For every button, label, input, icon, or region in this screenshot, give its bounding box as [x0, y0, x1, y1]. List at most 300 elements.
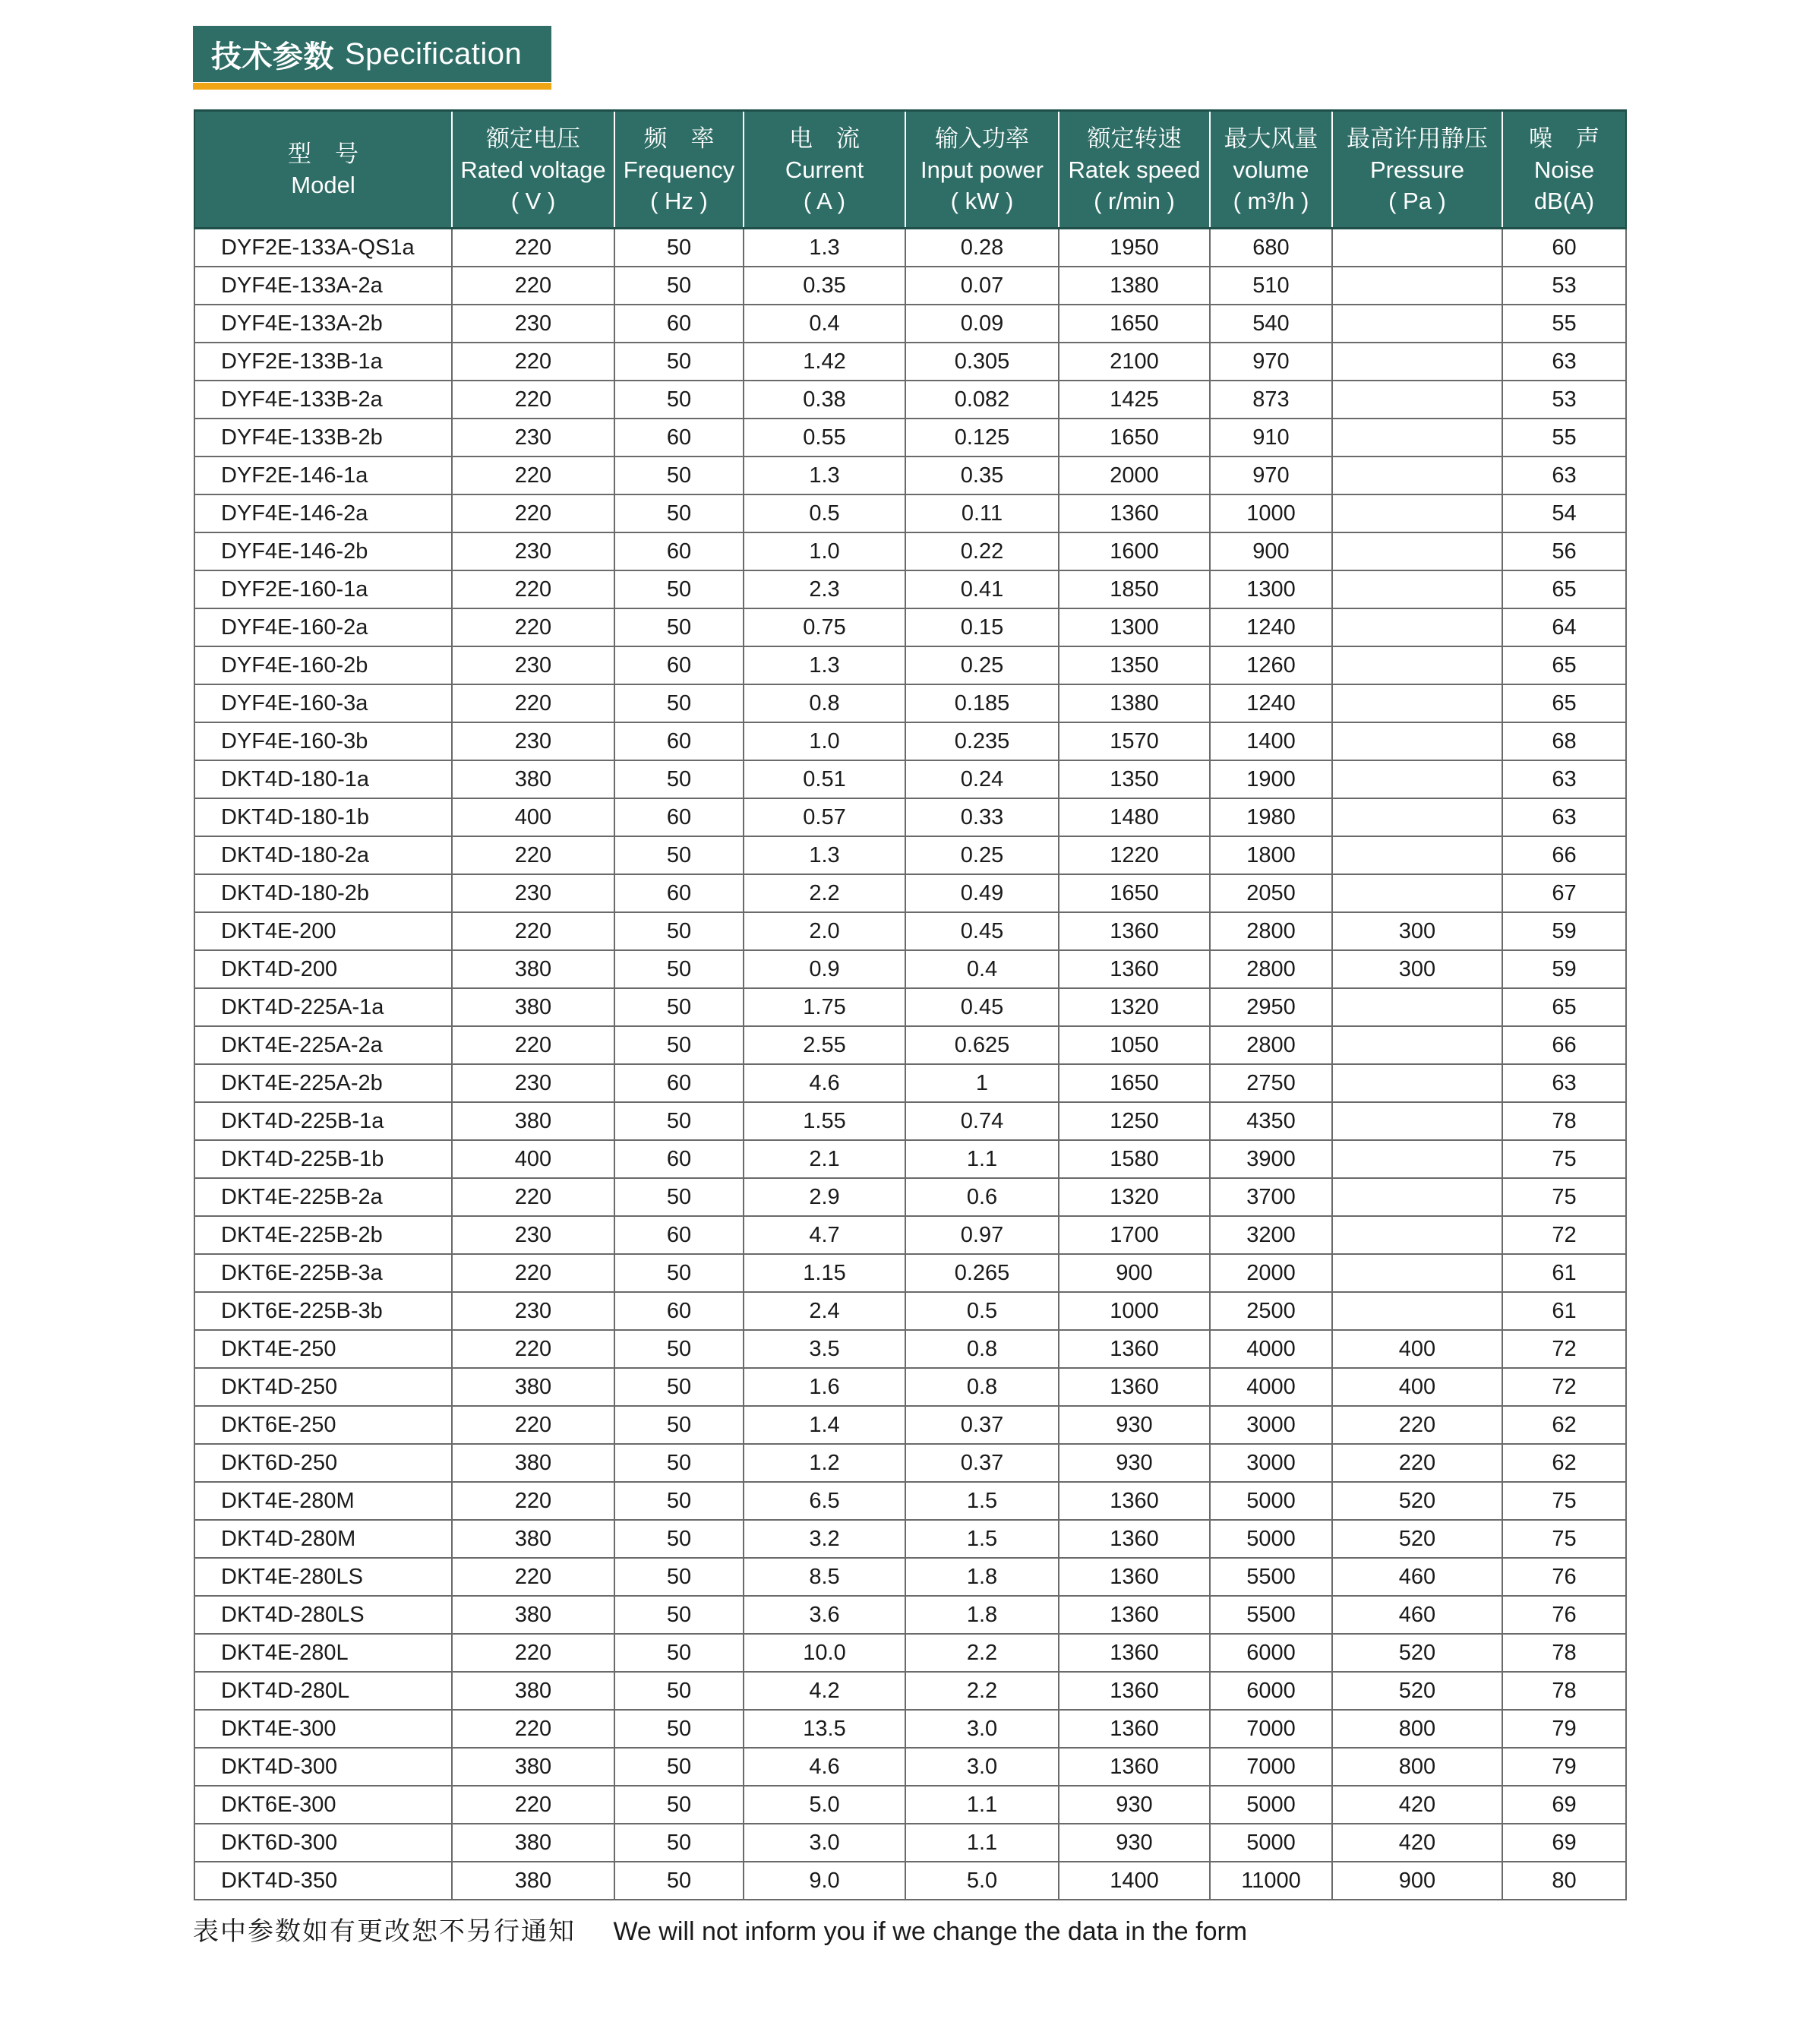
model-cell: DYF4E-160-3a: [194, 684, 452, 722]
table-cell: 66: [1502, 836, 1626, 874]
table-row: [194, 229, 1626, 267]
column-header: [452, 111, 614, 229]
column-header-unit: ( A ): [803, 187, 846, 214]
column-header: [1210, 111, 1332, 229]
table-cell: 0.28: [905, 229, 1059, 267]
table-cell: 0.22: [905, 532, 1059, 570]
table-cell: 0.4: [744, 305, 905, 343]
table-cell: 50: [614, 1368, 744, 1406]
table-cell: 75: [1502, 1520, 1626, 1558]
table-cell: 2000: [1059, 457, 1210, 494]
table-cell: 1360: [1059, 1558, 1210, 1596]
table-row: [194, 1710, 1626, 1748]
table-cell: 0.235: [905, 722, 1059, 760]
table-cell: 7000: [1210, 1748, 1332, 1786]
table-row: [194, 1292, 1626, 1330]
table-cell: 61: [1502, 1292, 1626, 1330]
table-cell: 50: [614, 1330, 744, 1368]
column-header-unit: ( r/min ): [1094, 187, 1175, 214]
table-cell: 1250: [1059, 1102, 1210, 1140]
table-cell: 60: [614, 1064, 744, 1102]
table-cell: 65: [1502, 646, 1626, 684]
column-header: [1502, 111, 1626, 229]
table-cell: 55: [1502, 419, 1626, 457]
table-row: [194, 1064, 1626, 1102]
table-cell: 1800: [1210, 836, 1332, 874]
table-cell: 61: [1502, 1254, 1626, 1292]
table-cell: 220: [452, 1254, 614, 1292]
model-cell: DKT4D-225B-1b: [194, 1140, 452, 1178]
table-cell: 0.11: [905, 494, 1059, 532]
table-cell: 0.8: [905, 1368, 1059, 1406]
table-cell: 4350: [1210, 1102, 1332, 1140]
table-cell: 1650: [1059, 874, 1210, 912]
table-cell: 0.15: [905, 608, 1059, 646]
table-cell: 50: [614, 1596, 744, 1634]
table-cell: 300: [1332, 950, 1502, 988]
table-cell: 520: [1332, 1520, 1502, 1558]
table-cell: 3200: [1210, 1216, 1332, 1254]
table-cell: 1650: [1059, 305, 1210, 343]
table-cell: 0.45: [905, 988, 1059, 1026]
model-cell: DYF4E-160-2b: [194, 646, 452, 684]
table-cell: 0.09: [905, 305, 1059, 343]
table-cell: 1360: [1059, 1368, 1210, 1406]
table-cell: 6000: [1210, 1634, 1332, 1672]
column-header-cn: 电 流: [789, 125, 860, 152]
model-cell: DYF4E-133B-2a: [194, 381, 452, 419]
table-cell: 50: [614, 494, 744, 532]
column-header-en: Noise: [1533, 156, 1595, 183]
table-cell: 220: [452, 1558, 614, 1596]
table-row: [194, 798, 1626, 836]
table-cell: 1360: [1059, 1710, 1210, 1748]
table-cell: 1.0: [744, 532, 905, 570]
table-cell: 1.1: [905, 1824, 1059, 1862]
column-header: [744, 111, 905, 229]
table-header: [194, 111, 1626, 229]
table-cell: 220: [452, 229, 614, 267]
table-cell: 220: [452, 267, 614, 305]
table-cell: 1900: [1210, 760, 1332, 798]
table-cell: 1360: [1059, 1596, 1210, 1634]
table-cell: 400: [1332, 1330, 1502, 1368]
table-cell: 400: [1332, 1368, 1502, 1406]
table-cell: 220: [452, 381, 614, 419]
column-header-unit: ( V ): [510, 187, 556, 214]
table-cell: 230: [452, 1216, 614, 1254]
table-cell: 50: [614, 1520, 744, 1558]
model-cell: DKT4E-200: [194, 912, 452, 950]
table-cell: 230: [452, 419, 614, 457]
table-cell: 5000: [1210, 1520, 1332, 1558]
table-cell: 69: [1502, 1786, 1626, 1824]
table-cell: 50: [614, 1710, 744, 1748]
table-cell: 1.55: [744, 1102, 905, 1140]
model-cell: DYF2E-146-1a: [194, 457, 452, 494]
table-cell: 1.3: [744, 646, 905, 684]
table-cell: 50: [614, 608, 744, 646]
table-cell: [1332, 1140, 1502, 1178]
table-cell: 1220: [1059, 836, 1210, 874]
table-row: [194, 494, 1626, 532]
table-cell: 1.1: [905, 1786, 1059, 1824]
table-row: [194, 570, 1626, 608]
table-cell: 380: [452, 760, 614, 798]
table-cell: 220: [452, 494, 614, 532]
table-cell: 4.6: [744, 1064, 905, 1102]
table-cell: 900: [1332, 1862, 1502, 1900]
table-cell: 3000: [1210, 1444, 1332, 1482]
section-title-cn: 技术参数: [211, 38, 334, 74]
footnote-cn: 表中参数如有更改恕不另行通知: [193, 1917, 576, 1946]
model-cell: DYF4E-146-2b: [194, 532, 452, 570]
table-cell: 60: [614, 419, 744, 457]
table-cell: 0.25: [905, 646, 1059, 684]
table-row: [194, 267, 1626, 305]
table-cell: [1332, 532, 1502, 570]
table-row: [194, 343, 1626, 381]
table-row: [194, 1444, 1626, 1482]
table-cell: 62: [1502, 1406, 1626, 1444]
table-cell: 60: [1502, 229, 1626, 267]
table-cell: 50: [614, 267, 744, 305]
table-cell: [1332, 343, 1502, 381]
table-cell: 2.3: [744, 570, 905, 608]
model-cell: DYF4E-133A-2b: [194, 305, 452, 343]
table-cell: [1332, 305, 1502, 343]
table-cell: 60: [614, 1216, 744, 1254]
table-cell: 60: [614, 722, 744, 760]
table-cell: 6000: [1210, 1672, 1332, 1710]
table-cell: 1260: [1210, 646, 1332, 684]
table-cell: 79: [1502, 1748, 1626, 1786]
table-cell: [1332, 836, 1502, 874]
table-cell: 63: [1502, 457, 1626, 494]
table-cell: 380: [452, 1444, 614, 1482]
table-cell: 0.9: [744, 950, 905, 988]
table-cell: [1332, 1026, 1502, 1064]
column-header-cn: 频 率: [643, 125, 715, 152]
table-cell: 930: [1059, 1824, 1210, 1862]
table-cell: 520: [1332, 1482, 1502, 1520]
table-cell: 1.8: [905, 1596, 1059, 1634]
table-row: [194, 1520, 1626, 1558]
table-cell: 72: [1502, 1368, 1626, 1406]
model-cell: DKT4E-225B-2b: [194, 1216, 452, 1254]
section-title: [193, 26, 551, 90]
table-cell: 2.2: [744, 874, 905, 912]
model-cell: DKT4E-300: [194, 1710, 452, 1748]
table-cell: 50: [614, 343, 744, 381]
table-cell: 1050: [1059, 1026, 1210, 1064]
table-row: [194, 836, 1626, 874]
table-cell: 4.7: [744, 1216, 905, 1254]
table-cell: 0.8: [744, 684, 905, 722]
table-cell: 1.5: [905, 1520, 1059, 1558]
table-cell: 2.2: [905, 1672, 1059, 1710]
table-cell: 420: [1332, 1786, 1502, 1824]
table-cell: 50: [614, 1634, 744, 1672]
table-cell: 4.2: [744, 1672, 905, 1710]
table-cell: 7000: [1210, 1710, 1332, 1748]
table-cell: [1332, 608, 1502, 646]
table-row: [194, 1178, 1626, 1216]
table-cell: 13.5: [744, 1710, 905, 1748]
table-cell: 0.45: [905, 912, 1059, 950]
table-cell: 1.6: [744, 1368, 905, 1406]
table-row: [194, 722, 1626, 760]
table-cell: 1425: [1059, 381, 1210, 419]
table-cell: 400: [452, 798, 614, 836]
table-cell: 50: [614, 229, 744, 267]
section-title-en: Specification: [345, 36, 523, 71]
table-cell: 50: [614, 912, 744, 950]
model-cell: DYF2E-133A-QS1a: [194, 229, 452, 267]
table-cell: 76: [1502, 1596, 1626, 1634]
table-cell: 0.37: [905, 1406, 1059, 1444]
table-cell: 50: [614, 1786, 744, 1824]
table-cell: 53: [1502, 381, 1626, 419]
table-cell: 1360: [1059, 1520, 1210, 1558]
column-header-en: Current: [785, 156, 864, 183]
table-row: [194, 1406, 1626, 1444]
table-row: [194, 381, 1626, 419]
table-cell: 220: [1332, 1406, 1502, 1444]
table-cell: 230: [452, 722, 614, 760]
table-cell: 5.0: [744, 1786, 905, 1824]
table-cell: [1332, 381, 1502, 419]
table-cell: 970: [1210, 343, 1332, 381]
column-header: [194, 111, 452, 229]
table-cell: 230: [452, 305, 614, 343]
table-row: [194, 305, 1626, 343]
table-cell: 54: [1502, 494, 1626, 532]
table-row: [194, 1102, 1626, 1140]
table-cell: 0.35: [905, 457, 1059, 494]
table-cell: [1332, 457, 1502, 494]
table-cell: 800: [1332, 1748, 1502, 1786]
table-row: [194, 1368, 1626, 1406]
table-cell: 4.6: [744, 1748, 905, 1786]
table-cell: 5000: [1210, 1824, 1332, 1862]
table-cell: 50: [614, 760, 744, 798]
table-cell: 380: [452, 1862, 614, 1900]
table-cell: 1570: [1059, 722, 1210, 760]
table-cell: 0.25: [905, 836, 1059, 874]
table-cell: 3900: [1210, 1140, 1332, 1178]
table-cell: 50: [614, 1558, 744, 1596]
model-cell: DYF4E-160-2a: [194, 608, 452, 646]
table-cell: 540: [1210, 305, 1332, 343]
table-cell: 1650: [1059, 1064, 1210, 1102]
table-row: [194, 646, 1626, 684]
table-cell: 1950: [1059, 229, 1210, 267]
table-cell: 1.8: [905, 1558, 1059, 1596]
model-cell: DKT4D-180-1a: [194, 760, 452, 798]
table-cell: 0.305: [905, 343, 1059, 381]
table-cell: 220: [452, 570, 614, 608]
table-cell: 220: [452, 836, 614, 874]
column-header-unit: ( Pa ): [1388, 187, 1446, 214]
table-cell: 230: [452, 1292, 614, 1330]
table-cell: 0.265: [905, 1254, 1059, 1292]
table-row: [194, 1558, 1626, 1596]
table-row: [194, 1140, 1626, 1178]
table-cell: 910: [1210, 419, 1332, 457]
table-cell: 510: [1210, 267, 1332, 305]
table-cell: 50: [614, 1254, 744, 1292]
table-cell: 520: [1332, 1672, 1502, 1710]
model-cell: DYF2E-160-1a: [194, 570, 452, 608]
section-title-bar: [193, 26, 551, 82]
table-row: [194, 912, 1626, 950]
column-header: [1332, 111, 1502, 229]
table-cell: 1360: [1059, 1330, 1210, 1368]
table-cell: 59: [1502, 950, 1626, 988]
table-cell: 9.0: [744, 1862, 905, 1900]
table-cell: 220: [452, 1330, 614, 1368]
table-cell: 60: [614, 305, 744, 343]
table-cell: 50: [614, 1178, 744, 1216]
table-row: [194, 1824, 1626, 1862]
table-cell: 0.41: [905, 570, 1059, 608]
model-cell: DKT4D-180-1b: [194, 798, 452, 836]
model-cell: DYF4E-133A-2a: [194, 267, 452, 305]
column-header-unit: dB(A): [1533, 187, 1595, 214]
model-cell: DKT4D-225A-1a: [194, 988, 452, 1026]
table-cell: 420: [1332, 1824, 1502, 1862]
table-cell: 2.4: [744, 1292, 905, 1330]
table-cell: [1332, 684, 1502, 722]
column-header-en: Rated voltage: [460, 156, 606, 183]
table-cell: 75: [1502, 1178, 1626, 1216]
table-cell: 1240: [1210, 608, 1332, 646]
table-cell: 1.75: [744, 988, 905, 1026]
table-row: [194, 457, 1626, 494]
table-cell: 8.5: [744, 1558, 905, 1596]
table-cell: 1.3: [744, 836, 905, 874]
model-cell: DKT4D-280L: [194, 1672, 452, 1710]
table-cell: 460: [1332, 1558, 1502, 1596]
table-cell: 0.97: [905, 1216, 1059, 1254]
table-cell: 78: [1502, 1102, 1626, 1140]
model-cell: DKT6D-250: [194, 1444, 452, 1482]
table-cell: 1.3: [744, 457, 905, 494]
table-cell: 1360: [1059, 1482, 1210, 1520]
table-cell: 2800: [1210, 1026, 1332, 1064]
table-cell: [1332, 1102, 1502, 1140]
table-row: [194, 1862, 1626, 1900]
table-cell: 50: [614, 1824, 744, 1862]
title-accent-bar: [193, 83, 551, 90]
model-cell: DKT4E-280LS: [194, 1558, 452, 1596]
table-cell: [1332, 722, 1502, 760]
table-cell: 930: [1059, 1444, 1210, 1482]
table-cell: [1332, 1254, 1502, 1292]
table-cell: 380: [452, 1520, 614, 1558]
table-cell: 900: [1210, 532, 1332, 570]
table-cell: 230: [452, 532, 614, 570]
model-cell: DYF4E-146-2a: [194, 494, 452, 532]
table-cell: 380: [452, 1596, 614, 1634]
table-cell: 3.2: [744, 1520, 905, 1558]
table-cell: 1850: [1059, 570, 1210, 608]
table-cell: 230: [452, 874, 614, 912]
table-row: [194, 1786, 1626, 1824]
table-cell: 2500: [1210, 1292, 1332, 1330]
table-cell: 1.5: [905, 1482, 1059, 1520]
model-cell: DKT6E-300: [194, 1786, 452, 1824]
table-cell: 1480: [1059, 798, 1210, 836]
table-cell: 300: [1332, 912, 1502, 950]
table-cell: 1.42: [744, 343, 905, 381]
table-cell: 3000: [1210, 1406, 1332, 1444]
table-cell: 6.5: [744, 1482, 905, 1520]
table-cell: [1332, 267, 1502, 305]
table-cell: 380: [452, 1102, 614, 1140]
table-cell: 5500: [1210, 1596, 1332, 1634]
table-cell: 900: [1059, 1254, 1210, 1292]
table-cell: 1400: [1059, 1862, 1210, 1900]
table-cell: 1650: [1059, 419, 1210, 457]
table-cell: 400: [452, 1140, 614, 1178]
model-cell: DKT6E-225B-3b: [194, 1292, 452, 1330]
table-cell: 1: [905, 1064, 1059, 1102]
table-cell: 2800: [1210, 912, 1332, 950]
column-header-cn: 额定电压: [486, 125, 580, 152]
table-cell: 4000: [1210, 1330, 1332, 1368]
table-cell: 1380: [1059, 684, 1210, 722]
table-cell: 66: [1502, 1026, 1626, 1064]
model-cell: DKT4D-300: [194, 1748, 452, 1786]
table-row: [194, 1634, 1626, 1672]
table-cell: 1400: [1210, 722, 1332, 760]
table-cell: 1360: [1059, 1748, 1210, 1786]
table-cell: 68: [1502, 722, 1626, 760]
table-row: [194, 1482, 1626, 1520]
table-cell: 63: [1502, 760, 1626, 798]
table-cell: 873: [1210, 381, 1332, 419]
column-header-en: Input power: [921, 156, 1044, 183]
table-cell: 50: [614, 836, 744, 874]
table-cell: 3.6: [744, 1596, 905, 1634]
table-cell: 0.5: [905, 1292, 1059, 1330]
header-row: [194, 111, 1626, 229]
table-cell: 2.2: [905, 1634, 1059, 1672]
footnote: [193, 1910, 1247, 1948]
column-header-cn: 额定转速: [1087, 125, 1182, 152]
table-cell: 3.0: [744, 1824, 905, 1862]
model-cell: DKT6D-300: [194, 1824, 452, 1862]
column-header-cn: 型 号: [288, 141, 358, 167]
table-cell: 60: [614, 798, 744, 836]
column-header-unit: ( m³/h ): [1233, 187, 1309, 214]
table-cell: 50: [614, 1482, 744, 1520]
table-cell: 380: [452, 1368, 614, 1406]
table-cell: 64: [1502, 608, 1626, 646]
table-cell: 2.55: [744, 1026, 905, 1064]
table-cell: 65: [1502, 684, 1626, 722]
table-cell: 10.0: [744, 1634, 905, 1672]
table-cell: 50: [614, 1026, 744, 1064]
model-cell: DKT4E-280M: [194, 1482, 452, 1520]
table-cell: 0.07: [905, 267, 1059, 305]
table-cell: 1.0: [744, 722, 905, 760]
table-cell: [1332, 1064, 1502, 1102]
table-cell: 0.6: [905, 1178, 1059, 1216]
table-cell: [1332, 1292, 1502, 1330]
